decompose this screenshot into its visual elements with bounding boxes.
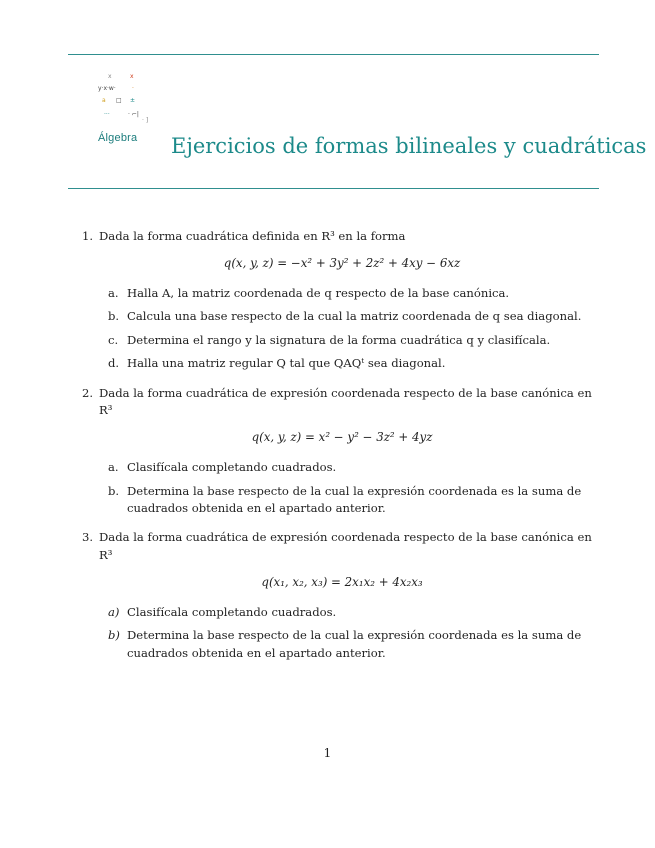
subitem-label: b. [108, 483, 120, 498]
page-number: 1 [323, 746, 332, 760]
subitem [82, 483, 602, 518]
subitem-text: Clasifícala completando cuadrados. [127, 604, 337, 619]
page-title: Ejercicios de formas bilineales y cuadráticas [171, 134, 647, 158]
subitem-text: Determina el rango y la signatura de la forma cuadrática q y clasifícala. [127, 332, 551, 347]
subitem [82, 459, 602, 476]
exercise-number: 3. [82, 530, 94, 545]
subitem-text: Determina la base respecto de la cual la expresión coordenada es la suma de cuadrados obtenida en el apartado anterior. [127, 483, 582, 515]
algebra-logo [88, 68, 168, 152]
exercise-statement [82, 385, 602, 420]
svg-text:a: a [102, 97, 106, 104]
subitem-list [82, 459, 602, 517]
exercise-1 [82, 228, 602, 373]
svg-text:x: x [108, 73, 112, 80]
subitem [82, 285, 602, 302]
exercise-statement [82, 228, 602, 245]
logo-symbols-icon [94, 70, 158, 130]
formula: q(x₁, x₂, x₃) = 2x₁x₂ + 4x₂x₃ [261, 575, 423, 590]
subitem-text: Calcula una base respecto de la cual la matriz coordenada de q sea diagonal. [127, 309, 582, 324]
subitem-list [82, 285, 602, 373]
svg-text:· ]: · ] [142, 117, 149, 124]
svg-text:±: ± [130, 97, 136, 104]
svg-text:□: □ [116, 97, 122, 104]
exercise-statement [82, 529, 602, 564]
subitem [82, 355, 602, 372]
subitem-label: a. [108, 460, 119, 475]
svg-text:· ⌐|: · ⌐| [128, 111, 139, 118]
subitem-label: a. [108, 286, 119, 301]
logo-wordmark: Álgebra [98, 132, 138, 144]
exercise-3 [82, 529, 602, 662]
svg-text:···: ··· [104, 111, 110, 118]
subitem [82, 332, 602, 349]
exercise-number: 1. [82, 229, 94, 243]
subitem-text: Halla A, la matriz coordenada de q respecto de la base canónica. [127, 286, 510, 301]
bottom-rule [68, 188, 599, 189]
subitem-label: d. [108, 356, 120, 371]
subitem-text: Halla una matriz regular Q tal que QAQᵗ sea diagonal. [127, 356, 446, 371]
subitem-text: Determina la base respecto de la cual la expresión coordenada es la suma de cuadrados obtenida en el apartado anterior. [127, 628, 582, 660]
exercise-number: 2. [82, 385, 94, 400]
svg-text:x: x [130, 73, 134, 80]
exercise-text: Dada la forma cuadrática de expresión coordenada respecto de la base canónica en R³ [99, 385, 592, 418]
top-rule [68, 54, 599, 55]
subitem-label: b. [108, 309, 120, 324]
formula: q(x, y, z) = −x² + 3y² + 2z² + 4xy − 6xz [223, 256, 461, 271]
subitem [82, 308, 602, 325]
exercise-text: Dada la forma cuadrática de expresión coordenada respecto de la base canónica en R³ [99, 530, 592, 562]
exercise-2 [82, 385, 602, 518]
svg-text:y·x·w·: y·x·w· [98, 85, 116, 92]
subitem-list [82, 604, 602, 662]
subitem-label: b) [108, 628, 120, 643]
exercise-text: Dada la forma cuadrática definida en R³ en la forma [99, 229, 406, 243]
subitem [82, 627, 602, 662]
subitem-label: c. [108, 332, 119, 347]
subitem-text: Clasifícala completando cuadrados. [127, 460, 337, 475]
svg-text:·: · [132, 85, 134, 92]
exercise-list [82, 228, 602, 674]
subitem-label: a) [108, 604, 120, 619]
formula: q(x, y, z) = x² − y² − 3z² + 4yz [251, 430, 433, 445]
subitem [82, 604, 602, 621]
